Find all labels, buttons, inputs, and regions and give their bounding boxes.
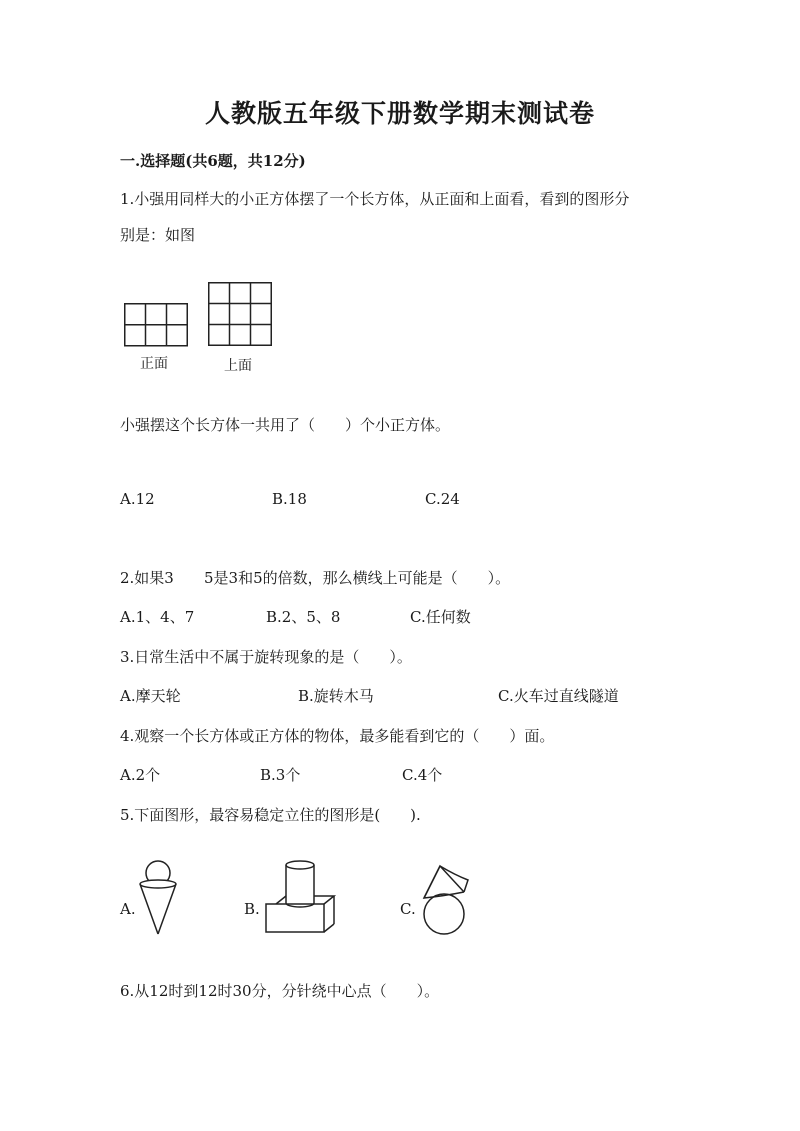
- question-3-option-b[interactable]: B.旋转木马: [298, 687, 374, 705]
- front-view-label: 正面: [140, 356, 168, 372]
- question-1-option-a[interactable]: A.12: [120, 490, 155, 508]
- question-2-text-part2: 5是3和5的倍数，那么横线上可能是（ ）。: [204, 569, 511, 587]
- page-title: 人教版五年级下册数学期末测试卷: [204, 99, 595, 128]
- question-3-option-c[interactable]: C.火车过直线隧道: [498, 687, 619, 705]
- question-2-text-part1: 2.如果3: [120, 569, 174, 587]
- question-5-option-c[interactable]: C.: [400, 900, 416, 918]
- question-1-text-line1: 1.小强用同样大的小正方体摆了一个长方体，从正面和上面看，看到的图形分: [120, 190, 630, 208]
- question-4-text: 4.观察一个长方体或正方体的物体，最多能看到它的（ ）面。: [120, 727, 555, 745]
- question-2-option-b[interactable]: B.2、5、8: [266, 608, 341, 626]
- cone-on-sphere-figure: [420, 860, 472, 936]
- section-heading: 一.选择题(共6题，共12分): [120, 152, 306, 170]
- question-5-option-b[interactable]: B.: [244, 900, 260, 918]
- question-5-text: 5.下面图形，最容易稳定立住的图形是( ).: [120, 806, 421, 824]
- question-1-text-line2: 别是：如图: [120, 226, 196, 244]
- question-3-text: 3.日常生活中不属于旋转现象的是（ ）。: [120, 648, 412, 666]
- question-2-option-c[interactable]: C.任何数: [410, 608, 471, 626]
- question-1-option-c[interactable]: C.24: [425, 490, 460, 508]
- question-4-option-c[interactable]: C.4个: [402, 766, 443, 784]
- question-5-option-a[interactable]: A.: [120, 900, 136, 918]
- top-view-label: 上面: [224, 358, 252, 374]
- question-4-option-a[interactable]: A.2个: [120, 766, 161, 784]
- front-view-grid: [124, 303, 188, 347]
- question-1-option-b[interactable]: B.18: [272, 490, 307, 508]
- sphere-on-cone-figure: [134, 858, 182, 936]
- question-4-option-b[interactable]: B.3个: [260, 766, 301, 784]
- question-6-text: 6.从12时到12时30分，分针绕中心点（ ）。: [120, 982, 440, 1000]
- top-view-grid: [208, 282, 272, 346]
- question-1-prompt: 小强摆这个长方体一共用了（ ）个小正方体。: [120, 416, 451, 434]
- question-2-option-a[interactable]: A.1、4、7: [120, 608, 195, 626]
- cylinder-on-box-figure: [262, 858, 336, 936]
- question-3-option-a[interactable]: A.摩天轮: [120, 687, 181, 705]
